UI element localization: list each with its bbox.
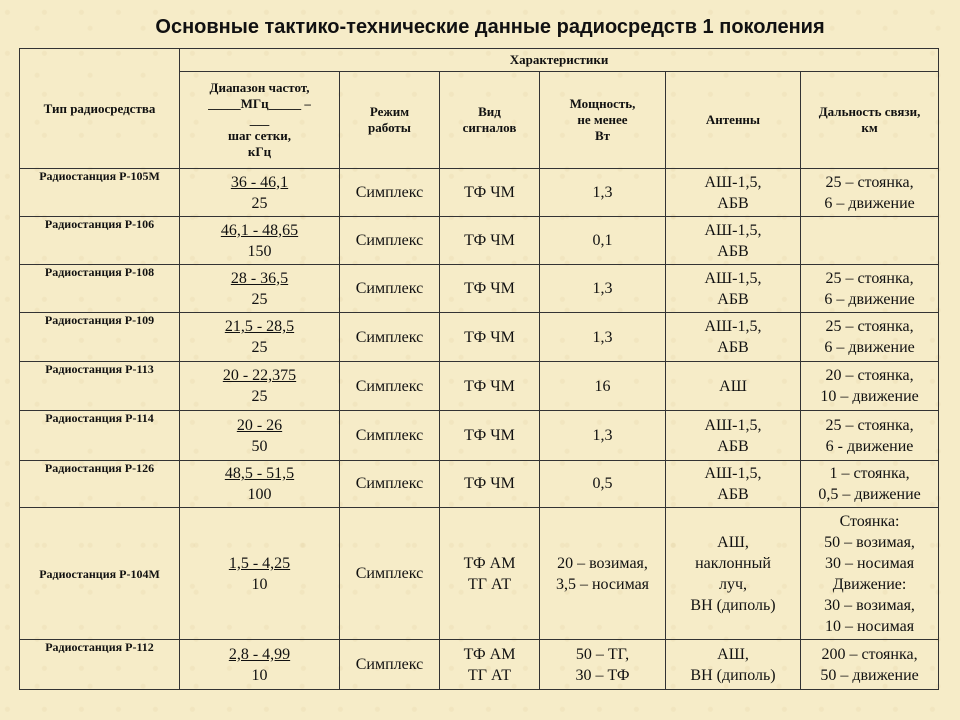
grid-step: 100 xyxy=(247,485,272,503)
distance-cell: 25 – стоянка, 6 - движение xyxy=(801,411,939,460)
grid-step: 25 xyxy=(251,194,268,212)
mode-cell: Симплекс xyxy=(340,508,440,640)
table-row xyxy=(20,640,939,690)
signal-cell: ТФ ЧМ xyxy=(440,264,540,312)
page-title: Основные тактико-технические данные радиосредств 1 поколения xyxy=(155,16,825,38)
distance-cell: 25 – стоянка, 6 – движение xyxy=(801,264,939,312)
antenna-cell: АШ-1,5, АБВ xyxy=(666,460,801,507)
table-row xyxy=(20,411,939,460)
station-type: Радиостанция Р-114 xyxy=(20,411,180,460)
station-type: Радиостанция Р-106 xyxy=(20,217,180,264)
power-cell: 0,1 xyxy=(540,217,666,264)
grid-step: 10 xyxy=(251,666,268,684)
antenna-cell: АШ-1,5, АБВ xyxy=(666,264,801,312)
power-cell: 1,3 xyxy=(540,411,666,460)
signal-cell: ТФ АМ ТГ АТ xyxy=(440,508,540,640)
freq-cell xyxy=(180,411,340,460)
station-type: Радиостанция Р-113 xyxy=(20,361,180,410)
power-cell: 16 xyxy=(540,361,666,410)
antenna-cell: АШ-1,5, АБВ xyxy=(666,411,801,460)
header-mode: Режим работы xyxy=(340,72,440,169)
grid-step: 10 xyxy=(251,575,268,593)
header-characteristics: Характеристики xyxy=(180,49,939,72)
signal-cell: ТФ ЧМ xyxy=(440,313,540,361)
freq-cell xyxy=(180,264,340,312)
freq-cell xyxy=(180,460,340,507)
table-row xyxy=(20,460,939,507)
freq-cell xyxy=(180,361,340,410)
distance-cell: 25 – стоянка, 6 – движение xyxy=(801,169,939,217)
power-cell: 1,3 xyxy=(540,313,666,361)
mode-cell: Симплекс xyxy=(340,217,440,264)
header-type: Тип радиосредства xyxy=(20,49,180,169)
freq-cell xyxy=(180,313,340,361)
specs-table xyxy=(19,48,939,690)
header-power: Мощность, не менее Вт xyxy=(540,72,666,169)
freq-range: 20 - 22,375 xyxy=(222,367,297,385)
freq-range: 46,1 - 48,65 xyxy=(220,221,299,239)
grid-step: 25 xyxy=(251,290,268,308)
mode-cell: Симплекс xyxy=(340,264,440,312)
distance-cell: Стоянка: 50 – возимая, 30 – носимая Движение: 30 – возимая, 10 – носимая xyxy=(801,508,939,640)
mode-cell: Симплекс xyxy=(340,460,440,507)
table-row xyxy=(20,361,939,410)
station-type: Радиостанция Р-109 xyxy=(20,313,180,361)
freq-range: 36 - 46,1 xyxy=(230,173,289,191)
header-signal: Вид сигналов xyxy=(440,72,540,169)
distance-cell: 1 – стоянка, 0,5 – движение xyxy=(801,460,939,507)
antenna-cell: АШ xyxy=(666,361,801,410)
grid-step: 25 xyxy=(251,388,268,406)
signal-cell: ТФ ЧМ xyxy=(440,361,540,410)
header-antennas: Антенны xyxy=(666,72,801,169)
header-freq-range: Диапазон частот, _____МГц_____ – ___ шаг сетки, кГц xyxy=(180,72,340,169)
station-type: Радиостанция Р-105М xyxy=(20,169,180,217)
freq-cell xyxy=(180,640,340,690)
table-row xyxy=(20,169,939,217)
station-type: Радиостанция Р-112 xyxy=(20,640,180,690)
freq-range: 1,5 - 4,25 xyxy=(228,554,291,572)
freq-range: 28 - 36,5 xyxy=(230,269,289,287)
header-distance: Дальность связи, км xyxy=(801,72,939,169)
signal-cell: ТФ АМ ТГ АТ xyxy=(440,640,540,690)
distance-cell xyxy=(801,217,939,264)
freq-range: 20 - 26 xyxy=(236,416,283,434)
antenna-cell: АШ-1,5, АБВ xyxy=(666,169,801,217)
grid-step: 50 xyxy=(251,437,268,455)
table-row xyxy=(20,217,939,264)
station-type: Радиостанция Р-104М xyxy=(20,508,180,640)
table-row xyxy=(20,313,939,361)
freq-cell xyxy=(180,217,340,264)
antenna-cell: АШ-1,5, АБВ xyxy=(666,313,801,361)
freq-range: 21,5 - 28,5 xyxy=(224,318,295,336)
freq-cell xyxy=(180,169,340,217)
power-cell: 1,3 xyxy=(540,264,666,312)
station-type: Радиостанция Р-108 xyxy=(20,264,180,312)
mode-cell: Симплекс xyxy=(340,640,440,690)
signal-cell: ТФ ЧМ xyxy=(440,411,540,460)
mode-cell: Симплекс xyxy=(340,411,440,460)
antenna-cell: АШ, ВН (диполь) xyxy=(666,640,801,690)
freq-cell xyxy=(180,508,340,640)
table-row xyxy=(20,264,939,312)
power-cell: 0,5 xyxy=(540,460,666,507)
distance-cell: 25 – стоянка, 6 – движение xyxy=(801,313,939,361)
grid-step: 25 xyxy=(251,339,268,357)
power-cell: 50 – ТГ, 30 – ТФ xyxy=(540,640,666,690)
table-row xyxy=(20,508,939,640)
mode-cell: Симплекс xyxy=(340,169,440,217)
freq-range: 48,5 - 51,5 xyxy=(224,464,295,482)
signal-cell: ТФ ЧМ xyxy=(440,169,540,217)
grid-step: 150 xyxy=(247,242,272,260)
power-cell: 20 – возимая, 3,5 – носимая xyxy=(540,508,666,640)
distance-cell: 200 – стоянка, 50 – движение xyxy=(801,640,939,690)
antenna-cell: АШ-1,5, АБВ xyxy=(666,217,801,264)
freq-range: 2,8 - 4,99 xyxy=(228,645,291,663)
station-type: Радиостанция Р-126 xyxy=(20,460,180,507)
distance-cell: 20 – стоянка, 10 – движение xyxy=(801,361,939,410)
mode-cell: Симплекс xyxy=(340,361,440,410)
signal-cell: ТФ ЧМ xyxy=(440,460,540,507)
mode-cell: Симплекс xyxy=(340,313,440,361)
antenna-cell: АШ, наклонный луч, ВН (диполь) xyxy=(666,508,801,640)
signal-cell: ТФ ЧМ xyxy=(440,217,540,264)
power-cell: 1,3 xyxy=(540,169,666,217)
